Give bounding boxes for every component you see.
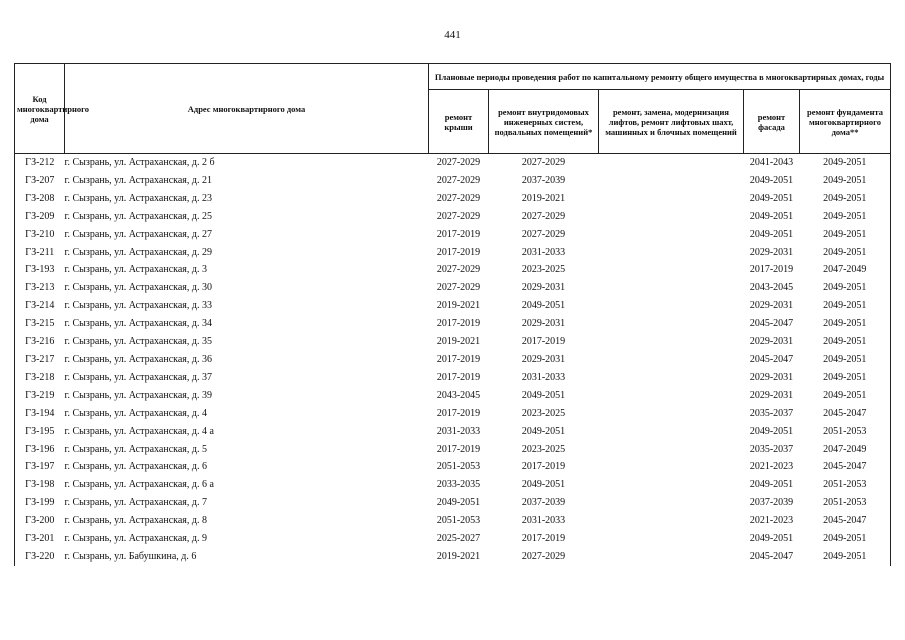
table-row [15,154,891,172]
roof-period-cell: 2019-2021 [436,550,481,562]
lift-period-cell [599,512,744,530]
lift-period-cell [599,333,744,351]
table-body [15,154,891,566]
foundation-period-cell: 2049-2051 [800,315,891,333]
header-foundation: ремонт фундамента многоквартирного дома** [800,90,891,154]
facade-period-cell: 2045-2047 [749,550,794,562]
code-cell: ГЗ-199 [15,494,65,512]
roof-period-cell: 2017-2019 [436,318,481,330]
facade-period-cell: 2029-2031 [749,246,794,258]
facade-period-cell: 2029-2031 [749,300,794,312]
facade-period-cell: 2037-2039 [749,497,794,509]
lift-period-cell [599,244,744,262]
roof-period-cell: 2017-2019 [436,407,481,419]
lift-period-cell [599,530,744,548]
engineering-period-cell: 2031-2033 [521,371,566,383]
foundation-period-cell: 2051-2053 [800,423,891,441]
table-row [15,297,891,315]
engineering-period-cell: 2023-2025 [521,443,566,455]
address-cell: г. Сызрань, ул. Астраханская, д. 4 [64,407,207,419]
header-lifts: ремонт, замена, модернизация лифтов, ремонт лифтовых шахт, машинных и блочных помещений [599,90,744,154]
facade-period-cell: 2049-2051 [749,479,794,491]
header-facade: ремонт фасада [744,90,800,154]
roof-period-cell: 2027-2029 [436,174,481,186]
engineering-period-cell: 2031-2033 [521,246,566,258]
foundation-period-cell: 2049-2051 [800,387,891,405]
code-cell: ГЗ-219 [15,387,65,405]
engineering-period-cell: 2031-2033 [521,515,566,527]
roof-period-cell: 2043-2045 [436,389,481,401]
lift-period-cell [599,423,744,441]
facade-period-cell: 2021-2023 [749,461,794,473]
lift-period-cell [599,208,744,226]
address-cell: г. Сызрань, ул. Астраханская, д. 37 [64,371,212,383]
address-cell: г. Сызрань, ул. Астраханская, д. 5 [64,443,207,455]
address-cell: г. Сызрань, ул. Астраханская, д. 7 [64,497,207,509]
engineering-period-cell: 2049-2051 [521,300,566,312]
lift-period-cell [599,369,744,387]
lift-period-cell [599,261,744,279]
engineering-period-cell: 2017-2019 [521,461,566,473]
address-cell: г. Сызрань, ул. Астраханская, д. 6 а [64,479,214,491]
code-cell: ГЗ-216 [15,333,65,351]
table-row [15,387,891,405]
lift-period-cell [599,297,744,315]
lift-period-cell [599,172,744,190]
address-cell: г. Сызрань, ул. Астраханская, д. 36 [64,353,212,365]
lift-period-cell [599,226,744,244]
lift-period-cell [599,315,744,333]
code-cell: ГЗ-211 [15,244,65,262]
foundation-period-cell: 2045-2047 [800,458,891,476]
code-cell: ГЗ-214 [15,297,65,315]
roof-period-cell: 2051-2053 [436,461,481,473]
table-row [15,476,891,494]
table-row [15,369,891,387]
address-cell: г. Сызрань, ул. Астраханская, д. 2 б [64,157,215,168]
foundation-period-cell: 2049-2051 [800,190,891,208]
code-cell: ГЗ-217 [15,351,65,369]
facade-period-cell: 2049-2051 [749,192,794,204]
foundation-period-cell: 2045-2047 [800,512,891,530]
roof-period-cell: 2031-2033 [436,425,481,437]
facade-period-cell: 2049-2051 [749,533,794,545]
roof-period-cell: 2027-2029 [436,282,481,294]
foundation-period-cell: 2047-2049 [800,261,891,279]
roof-period-cell: 2027-2029 [436,157,481,168]
table-row [15,423,891,441]
table-row [15,494,891,512]
foundation-period-cell: 2049-2051 [800,333,891,351]
address-cell: г. Сызрань, ул. Астраханская, д. 25 [64,210,212,222]
foundation-period-cell: 2049-2051 [800,154,891,172]
code-cell: ГЗ-218 [15,369,65,387]
roof-period-cell: 2017-2019 [436,246,481,258]
address-cell: г. Сызрань, ул. Астраханская, д. 3 [64,264,207,276]
foundation-period-cell: 2047-2049 [800,441,891,459]
foundation-period-cell: 2049-2051 [800,530,891,548]
foundation-period-cell: 2049-2051 [800,172,891,190]
roof-period-cell: 2027-2029 [436,264,481,276]
engineering-period-cell: 2027-2029 [521,550,566,562]
table-row [15,172,891,190]
engineering-period-cell: 2037-2039 [521,497,566,509]
table-row [15,279,891,297]
foundation-period-cell: 2051-2053 [800,494,891,512]
code-cell: ГЗ-200 [15,512,65,530]
roof-period-cell: 2027-2029 [436,192,481,204]
code-cell: ГЗ-215 [15,315,65,333]
facade-period-cell: 2049-2051 [749,210,794,222]
code-cell: ГЗ-212 [15,154,65,172]
facade-period-cell: 2035-2037 [749,407,794,419]
code-cell: ГЗ-193 [15,261,65,279]
engineering-period-cell: 2027-2029 [521,210,566,222]
facade-period-cell: 2049-2051 [749,228,794,240]
table-row [15,190,891,208]
lift-period-cell [599,476,744,494]
roof-period-cell: 2017-2019 [436,228,481,240]
engineering-period-cell: 2023-2025 [521,264,566,276]
header-address: Адрес многоквартирного дома [65,64,429,154]
engineering-period-cell: 2049-2051 [521,479,566,491]
roof-period-cell: 2049-2051 [436,497,481,509]
code-cell: ГЗ-213 [15,279,65,297]
header-engineering: ремонт внутридомовых инженерных систем, подвальных помещений* [489,90,599,154]
engineering-period-cell: 2037-2039 [521,174,566,186]
address-cell: г. Сызрань, ул. Астраханская, д. 8 [64,515,207,527]
table-row [15,244,891,262]
foundation-period-cell: 2049-2051 [800,279,891,297]
table-row [15,530,891,548]
table-row [15,458,891,476]
facade-period-cell: 2049-2051 [749,425,794,437]
roof-period-cell: 2017-2019 [436,353,481,365]
engineering-period-cell: 2027-2029 [521,157,566,168]
engineering-period-cell: 2027-2029 [521,228,566,240]
address-cell: г. Сызрань, ул. Астраханская, д. 39 [64,389,212,401]
foundation-period-cell: 2049-2051 [800,244,891,262]
facade-period-cell: 2045-2047 [749,318,794,330]
facade-period-cell: 2029-2031 [749,389,794,401]
table-row [15,315,891,333]
table-row [15,405,891,423]
code-cell: ГЗ-208 [15,190,65,208]
lift-period-cell [599,548,744,566]
foundation-period-cell: 2049-2051 [800,297,891,315]
table-row [15,512,891,530]
address-cell: г. Сызрань, ул. Астраханская, д. 4 а [64,425,214,437]
lift-period-cell [599,494,744,512]
lift-period-cell [599,279,744,297]
code-cell: ГЗ-194 [15,405,65,423]
engineering-period-cell: 2017-2019 [521,336,566,348]
facade-period-cell: 2029-2031 [749,371,794,383]
facade-period-cell: 2017-2019 [749,264,794,276]
code-cell: ГЗ-197 [15,458,65,476]
engineering-period-cell: 2049-2051 [521,425,566,437]
facade-period-cell: 2021-2023 [749,515,794,527]
code-cell: ГЗ-209 [15,208,65,226]
address-cell: г. Сызрань, ул. Астраханская, д. 35 [64,336,212,348]
table-row [15,208,891,226]
foundation-period-cell: 2049-2051 [800,208,891,226]
table-row [15,548,891,566]
capital-repair-table [14,63,891,566]
address-cell: г. Сызрань, ул. Бабушкина, д. 6 [64,550,197,562]
foundation-period-cell: 2049-2051 [800,369,891,387]
foundation-period-cell: 2049-2051 [800,351,891,369]
lift-period-cell [599,441,744,459]
foundation-period-cell: 2049-2051 [800,548,891,566]
code-cell: ГЗ-220 [15,548,65,566]
table-row [15,261,891,279]
code-cell: ГЗ-198 [15,476,65,494]
address-cell: г. Сызрань, ул. Астраханская, д. 30 [64,282,212,294]
code-cell: ГЗ-196 [15,441,65,459]
roof-period-cell: 2025-2027 [436,533,481,545]
header-roof: ремонт крыши [429,90,489,154]
table-row [15,226,891,244]
address-cell: г. Сызрань, ул. Астраханская, д. 21 [64,174,212,186]
foundation-period-cell: 2051-2053 [800,476,891,494]
engineering-period-cell: 2029-2031 [521,282,566,294]
foundation-period-cell: 2045-2047 [800,405,891,423]
engineering-period-cell: 2023-2025 [521,407,566,419]
lift-period-cell [599,458,744,476]
roof-period-cell: 2017-2019 [436,371,481,383]
lift-period-cell [599,154,744,172]
address-cell: г. Сызрань, ул. Астраханская, д. 9 [64,533,207,545]
address-cell: г. Сызрань, ул. Астраханская, д. 34 [64,318,212,330]
table-row [15,441,891,459]
engineering-period-cell: 2029-2031 [521,353,566,365]
code-cell: ГЗ-210 [15,226,65,244]
address-cell: г. Сызрань, ул. Астраханская, д. 33 [64,300,212,312]
table-header [15,64,891,154]
address-cell: г. Сызрань, ул. Астраханская, д. 6 [64,461,207,473]
address-cell: г. Сызрань, ул. Астраханская, д. 27 [64,228,212,240]
facade-period-cell: 2035-2037 [749,443,794,455]
roof-period-cell: 2033-2035 [436,479,481,491]
table-row [15,351,891,369]
facade-period-cell: 2041-2043 [749,157,794,168]
lift-period-cell [599,387,744,405]
address-cell: г. Сызрань, ул. Астраханская, д. 29 [64,246,212,258]
engineering-period-cell: 2017-2019 [521,533,566,545]
code-cell: ГЗ-201 [15,530,65,548]
roof-period-cell: 2019-2021 [436,300,481,312]
header-periods: Плановые периоды проведения работ по капитальному ремонту общего имущества в многоквартирных домах, годы [429,64,891,90]
roof-period-cell: 2051-2053 [436,515,481,527]
address-cell: г. Сызрань, ул. Астраханская, д. 23 [64,192,212,204]
roof-period-cell: 2017-2019 [436,443,481,455]
facade-period-cell: 2049-2051 [749,174,794,186]
lift-period-cell [599,190,744,208]
facade-period-cell: 2045-2047 [749,353,794,365]
lift-period-cell [599,351,744,369]
engineering-period-cell: 2019-2021 [521,192,566,204]
facade-period-cell: 2029-2031 [749,336,794,348]
code-cell: ГЗ-195 [15,423,65,441]
facade-period-cell: 2043-2045 [749,282,794,294]
page-number: 441 [444,29,461,41]
code-cell: ГЗ-207 [15,172,65,190]
header-code: Код многоквартирного дома [15,64,65,154]
lift-period-cell [599,405,744,423]
engineering-period-cell: 2029-2031 [521,318,566,330]
table-row [15,333,891,351]
engineering-period-cell: 2049-2051 [521,389,566,401]
roof-period-cell: 2027-2029 [436,210,481,222]
roof-period-cell: 2019-2021 [436,336,481,348]
foundation-period-cell: 2049-2051 [800,226,891,244]
